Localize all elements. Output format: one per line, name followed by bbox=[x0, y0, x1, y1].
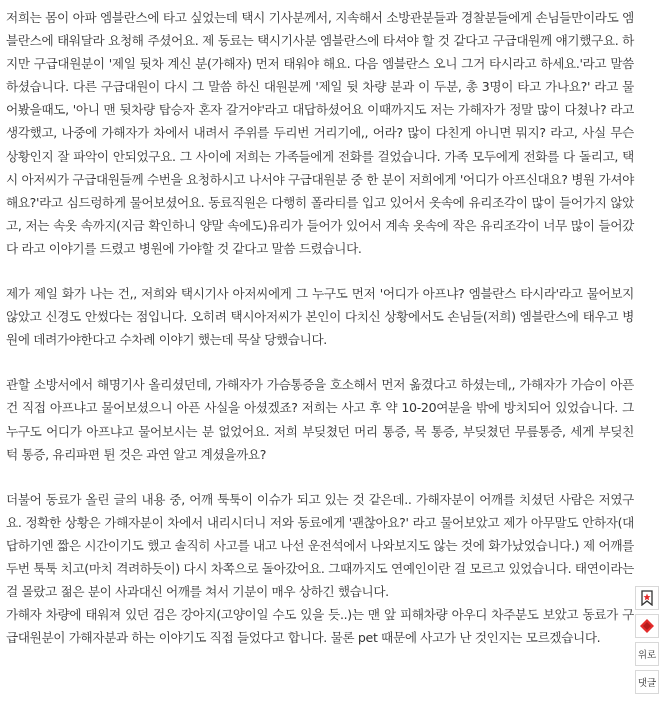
scroll-top-label: 위로 bbox=[637, 650, 657, 661]
paragraph-4: 더불어 동료가 올린 글의 내용 중, 어깨 툭툭이 이슈가 되고 있는 것 같은데.. 가해자분이 어깨를 치셨던 사람은 저였구요. 정확한 상황은 가해자분이 차에서 내리시더니 저와 동료에게 '괜찮아요?' 라고 물어보았고 제가 아무말도 안하자(대답하기엔 짧은 시간이기도 했고 솔직히 사고를 내고 나선 운전석에서 나와보지도 않는 것에 화가났었습니다.) 제 어깨를 두번 툭툭 치고(마치 격려하듯이) 다시 차쪽으로 돌아갔어요. 그때까지도 연예인이란 걸 모르고 있었습니다. 태연이라는 걸 몰랐고 젊은 분이 사과대신 어깨를 쳐서 기분이 매우 상하긴 했습니다. 가해자 차량에 태워져 있던 검은 강아지(고양이일 수도 있을 듯..)는 맨 앞 피해차량 아우디 차주분도 보았고 동료가 구급대원분이 가해자분과 하는 이야기도 직접 들었다고 합니다. 물론 pet 때문에 사고가 난 것인지는 모르겠습니다. bbox=[6, 491, 634, 646]
comment-label: 댓글 bbox=[637, 678, 657, 689]
paragraph-2: 제가 제일 화가 나는 건,, 저희와 택시기사 아저씨에게 그 누구도 먼저 '어디가 아프냐? 엠블란스 타시라'라고 물어보지 않았고 신경도 안썼다는 점입니다. 오히려 택시아저씨가 본인이 다치신 상황에서도 손님들(저희) 엠블란스에 태우고 병원에 데려가야한다고 수차례 이야기 했는데 묵살 당했습니다. bbox=[6, 286, 634, 348]
paragraph-1: 저희는 몸이 아파 엠블란스에 타고 싶었는데 택시 기사분께서, 지속해서 소방관분들과 경찰분들에게 손님들만이라도 엠블란스에 태워달라 요청해 주셨어요. 제 동료는 택시기사분 엠블란스에 타셔야 할 것 같다고 구급대원께 얘기했구요. 하지만 구급대원분이 '제일 뒷차 계신 분(가해자) 먼저 태워야 해요. 다음 엠블란스 오니 그거 타시라고 하세요.'라고 말씀 하셨습니다. 다른 구급대원이 다시 그 말씀 하신 대원분께 '제일 뒷 차량 분과 이 두분, 총 3명이 타고 가나요?' 라고 물어봤을때도, '아니 맨 뒷차량 탑승자 혼자 갈거야'라고 대답하셨어요 이때까지도 저는 가해자가 정말 많이 다쳤나? 라고 생각했고, 나중에 가해자가 차에서 내려서 주위를 두리번 거리기에,, 어라? 많이 다친게 아니면 뭐지? 라고, 사실 무슨 상황인지 잘 파악이 안되었구요. 그 사이에 저희는 가족들에게 전화를 걸었습니다. 가족 모두에게 전화를 다 돌리고, 택시 아저씨가 구급대원들께 수번을 요청하시고 나서야 구급대원분 중 한 분이 저희에게 '어디가 아프신대요? 병원 가셔야 해요?'라고 심드렁하게 물어보셨어요. 동료직원은 다행히 폴라티를 입고 있어서 옷속에 유리조각이 많이 들어가지 않았고, 저는 속옷 속까지(지금 확인하니 양말 속에도)유리가 들어가 있어서 계속 옷속에 작은 유리조각이 너무 많이 들어갔다 라고 이야기를 드렸고 병원에 가야할 것 같다고 말씀 드렸습니다. bbox=[6, 10, 634, 256]
bookmark-star-icon bbox=[640, 590, 654, 606]
scroll-top-button[interactable] bbox=[635, 642, 659, 666]
comment-button[interactable] bbox=[635, 670, 659, 694]
logo-button[interactable] bbox=[635, 614, 659, 638]
paragraph-3: 관할 소방서에서 해명기사 올리셨던데, 가해자가 가슴통증을 호소해서 먼저 옮겼다고 하셨는데,, 가해자가 가슴이 아픈건 직접 아프냐고 물어보셨으니 아픈 사실을 아셨겠죠? 저희는 사고 후 약 10-20여분을 밖에 방치되어 있었습니다. 그 누구도 어디가 아프냐고 물어보시는 분 없었어요. 저희 부딪쳤던 머리 통증, 목 통증, 부딪쳤던 무릎통증, 세게 부딪친 턱 통증, 유리파편 튄 것은 과연 알고 계셨을까요? bbox=[6, 377, 634, 462]
red-logo-icon bbox=[639, 618, 655, 634]
article-body bbox=[6, 6, 634, 671]
bookmark-button[interactable] bbox=[635, 586, 659, 610]
floating-side-bar bbox=[635, 586, 659, 698]
